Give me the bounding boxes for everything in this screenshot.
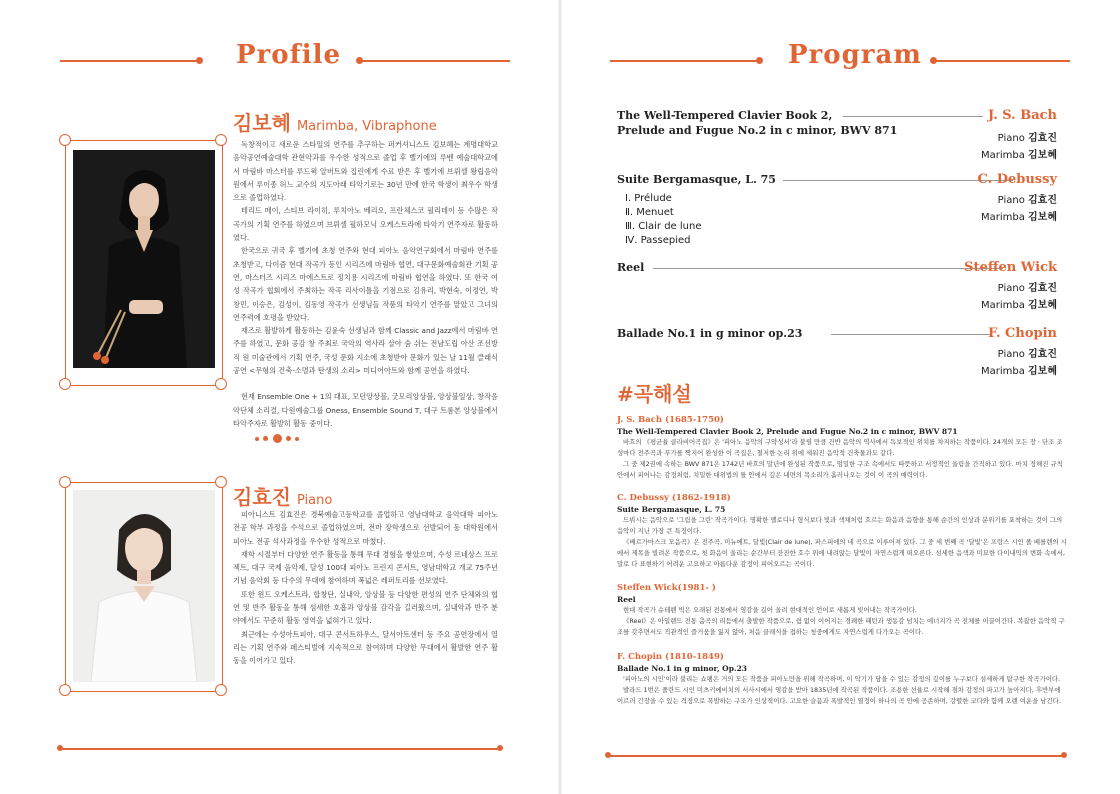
bio-paragraph: 재즈로 활발하게 활동하는 김윤숙 선생님과 함께 Classic and Jazz에서 마림바 연주를 하였고, 문화 공감 창 주최로 국악의 역사라 살아 숨 쉬는 전남도립 아산 조선방직 원 미술관에서 기획 연주, 국성 문화 지소에 초청받아 문화가 있는 날 11월 클래식 공연 <무형의 건축-소멸과 탄생의 소리> 미디어아트와 함께 공연을 하였다. <box>233 326 498 376</box>
note-body <box>617 515 1067 570</box>
title-line-right <box>360 60 510 62</box>
note-paragraph: 그 중 제2권에 속하는 BWV 871은 1742년 바흐의 말년에 완성된 작품으로, 엄밀한 구조 속에서도 따뜻하고 서정적인 울림을 간직하고 있다. 마치 정해진 규칙 안에서 피어나는 감정처럼, 치밀한 대위법의 틀 안에서 깊은 내면의 목소리가 흘러나오는 것이 이 곡의 매력이다. <box>617 460 1063 479</box>
program-note-bach <box>617 414 1067 481</box>
performer-instrument: Piano <box>997 195 1025 206</box>
program-piece-title <box>617 260 644 275</box>
profile-title-row <box>60 40 510 80</box>
note-body <box>617 605 1067 638</box>
title-dot-left <box>756 57 763 64</box>
performer-name-kim-hyojin <box>233 481 332 510</box>
performer-line <box>981 297 1057 314</box>
performer-name: 김효진 <box>1028 133 1057 144</box>
performer-line <box>981 192 1057 209</box>
bio-paragraph: 현재 Ensemble One + 1의 대표, 모던앙상블, 굿모리앙상블, 앙상블일상, 창작음악단체 소리결, 다원예술그룹 Oness, Ensemble Sound T, 대구 트롬본 앙상블에서 타악주자로 활발히 활동 중이다. <box>233 392 498 428</box>
note-paragraph: 《Reel》은 아일랜드 전통 춤곡의 리듬에서 출발한 작품으로, 쉼 없이 이어지는 경쾌한 패턴과 생동감 넘치는 에너지가 곡 전체를 이끌어간다. 복잡한 음악적 구조를 갖추면서도 직관적인 즐거움을 잃지 않아, 처음 클래식을 접하는 청중에게도 자연스럽게 다가오는 곡이다. <box>617 617 1065 636</box>
program-title-row <box>610 40 1070 80</box>
movement-item: Ⅱ. Menuet <box>625 207 674 218</box>
program-piece-title-line: The Well-Tempered Clavier Book 2, <box>617 109 833 122</box>
program-piece-title-line: Reel <box>617 261 645 274</box>
note-piece-title: Suite Bergamasque, L. 75 <box>617 505 726 514</box>
bottom-rule-dot <box>605 752 611 758</box>
program-composer: Steffen Wick <box>964 260 1057 275</box>
note-paragraph: 《베르가마스크 모음곡》은 전주곡, 미뉴에트, 달빛(Clair de lune), 파스피에의 네 곡으로 이루어져 있다. 그 중 세 번째 곡 '달빛'은 프랑스 시인 폴 베를렌의 시에서 제목을 빌려온 작품으로, 첫 화음이 울리는 순간부터 잔잔한 호수 위에 내려앉는 달빛이 자연스럽게 떠오른다. 섬세한 음색과 미묘한 다이내믹의 변화 속에서, 말로 다 표현하기 어려운 고요하고 아름다운 감정이 피어오르는 곡이다. <box>617 538 1067 568</box>
program-title: Program <box>788 40 922 70</box>
note-body <box>617 674 1067 707</box>
performer-bio-kim-bohye <box>233 138 498 430</box>
portrait-woman-black-dress-icon <box>73 150 215 368</box>
bottom-rule-dot <box>497 745 503 751</box>
program-item-wick <box>617 260 1057 316</box>
note-piece-title: Reel <box>617 595 636 604</box>
note-piece-title: Ballade No.1 in g minor, Op.23 <box>617 664 748 673</box>
note-composer-heading: J. S. Bach (1685-1750) <box>617 415 724 425</box>
performer-name: 김보혜 <box>1028 366 1057 377</box>
title-dot-left <box>196 57 203 64</box>
program-leader-line <box>843 116 983 117</box>
sep-dot <box>255 437 259 441</box>
bottom-rule-dot <box>1061 752 1067 758</box>
note-composer-heading: F. Chopin (1810-1849) <box>617 652 724 662</box>
program-performers <box>981 280 1057 314</box>
frame-corner <box>215 378 227 390</box>
performer-line <box>981 346 1057 363</box>
bio-paragraph: 피아니스트 김효진은 경북예술고등학교를 졸업하고 영남대학교 음악대학 피아노 전공 학부 과정을 수석으로 졸업하였으며, 전마 장학생으로 선발되어 동 대학원에서 피아노 전공 석사과정을 우수한 성적으로 마쳤다. <box>233 510 498 546</box>
performer-instrument: Marimba <box>980 212 1025 223</box>
performer-line <box>981 280 1057 297</box>
performer-name-text: 김보혜 <box>233 111 291 135</box>
note-composer-heading: C. Debussy (1862-1918) <box>617 493 731 503</box>
frame-corner <box>215 476 227 488</box>
bottom-rule-left <box>60 748 500 750</box>
program-piece-title <box>617 108 897 138</box>
note-body <box>617 437 1067 481</box>
bio-paragraph <box>233 377 498 390</box>
movement-item: Ⅲ. Clair de lune <box>625 221 702 232</box>
movement-item: Ⅰ. Prélude <box>625 193 672 204</box>
title-line-left <box>60 60 200 62</box>
performer-instrument: Marimba <box>980 366 1025 377</box>
program-piece-title <box>617 326 802 341</box>
performer-name: 김효진 <box>1028 349 1057 360</box>
frame-corner <box>215 134 227 146</box>
program-piece-title-line: Ballade No.1 in g minor op.23 <box>617 327 803 340</box>
profile-title: Profile <box>236 40 342 70</box>
performer-bio-kim-hyojin <box>233 508 498 668</box>
program-piece-title-line: Prelude and Fugue No.2 in c minor, BWV 871 <box>617 124 898 137</box>
bio-paragraph: 또한 윈드 오케스트라, 합창단, 실내악, 앙상블 등 다양한 편성의 연주 단체와의 협연 및 반주 활동을 통해 섬세한 호흡과 앙상블 감각을 길러왔으며, 실내악과 반주 분야에서도 꾸준히 활동 영역을 넓혀가고 있다. <box>233 589 498 626</box>
sep-dot <box>263 436 268 441</box>
performer-name: 김효진 <box>1028 283 1057 294</box>
program-note-wick <box>617 582 1067 638</box>
performer-line <box>981 147 1057 164</box>
portrait-photo-kim-bohye <box>73 150 215 368</box>
note-composer-heading: Steffen Wick(1981- ) <box>617 583 716 593</box>
movement-item: Ⅳ. Passepied <box>625 235 691 246</box>
sep-dot <box>295 437 299 441</box>
program-piece-title-line: Suite Bergamasque, L. 75 <box>617 173 776 186</box>
program-composer: C. Debussy <box>977 172 1057 187</box>
program-page <box>560 0 1120 794</box>
bottom-rule-dot <box>57 745 63 751</box>
portrait-woman-white-blouse-icon <box>73 490 215 682</box>
program-item-chopin <box>617 326 1057 382</box>
performer-instruments: Marimba, Vibraphone <box>296 119 437 134</box>
note-piece-title: The Well-Tempered Clavier Book 2, Prelude and Fugue No.2 in c minor, BWV 871 <box>617 427 958 436</box>
note-paragraph: 발라드 1번은 폴란드 시인 미츠키에비치의 서사시에서 영감을 받아 1835년에 작곡된 작품이다. 조용한 선율로 시작해 점차 감정의 파고가 높아지다, 후반부에 이르러 긴장을 수 있는 격정으로 폭발하는 구조가 인상적이다. 고요한 슬픔과 폭발적인 열정이 하나의 곡 안에 공존하며, 강렬한 코다와 함께 오랜 여운을 남긴다. <box>617 686 1061 705</box>
program-movements <box>625 192 702 248</box>
performer-line <box>981 209 1057 226</box>
frame-corner <box>59 378 71 390</box>
program-leader-line <box>831 334 991 335</box>
performer-instrument: Piano <box>997 283 1025 294</box>
program-performers <box>981 130 1057 164</box>
note-paragraph: 드뷔시는 음악으로 '그림을 그린' 작곡가이다. 명확한 멜로디나 형식보다 빛과 색채처럼 흐르는 화음과 음향을 통해 순간의 인상과 분위기를 포착하는 것이 그의 음악이 지닌 가장 큰 특징이다. <box>617 516 1063 535</box>
title-line-left <box>610 60 760 62</box>
bio-paragraph: 한국으로 귀국 후 벨기에 초청 연주와 현대 피아노 음악연구회에서 마림바 연주를 초청받고, 다이즘 현대 작곡가 동인 시리즈에 마림바 협연, 대구문화예술회관 기획 공연, 마스터즈 시리즈 마에스트로 정치용 시리즈에 마림바 협연을 하였다. 또 한국 여성 작곡가 협회에서 주최하는 작곡 리사이틀을 기점으로 김유리, 박현숙, 이정연, 박창민, 이승은, 김성이, 김동영 작곡가 선생님들 작품의 타악기 연주를 맡았고 그녀의 연주력에 호평을 받았다. <box>233 246 498 322</box>
sep-dot <box>273 434 282 443</box>
frame-corner <box>59 476 71 488</box>
performer-name-kim-bohye <box>233 107 437 136</box>
note-paragraph: '피아노의 시인'이라 불리는 쇼팽은 거의 모든 작품을 피아노만을 위해 작곡하며, 이 악기가 담을 수 있는 감정의 깊이를 누구보다 섬세하게 탐구한 작곡가이다. <box>623 675 1061 683</box>
performer-instrument: Piano <box>997 349 1025 360</box>
program-composer: J. S. Bach <box>988 108 1057 123</box>
bio-paragraph: 독창적이고 새로운 스타일의 연주를 추구하는 퍼커셔니스트 김보혜는 계명대학교 음악공연예술대학 관현악과를 우수한 성적으로 졸업 후 벨기에의 루벤 예술대학교에서 마림바 마스터를 루드윅 알버트와 집린에게 수료 받은 후 벨기에 브뤼셀 왕립음악원에서 루이종 허느 교수의 지도아래 타악기로는 30년 만에 한국 학생이 최우수 학생으로 졸업하였다. <box>233 140 498 203</box>
performer-instrument: Marimba <box>980 150 1025 161</box>
performer-name: 김보혜 <box>1028 212 1057 223</box>
program-performers <box>981 192 1057 226</box>
sep-dot <box>286 436 291 441</box>
program-performers <box>981 346 1057 380</box>
bottom-rule-right <box>608 755 1064 757</box>
program-note-debussy <box>617 492 1067 570</box>
program-leader-line <box>653 268 1003 269</box>
program-piece-title <box>617 172 776 187</box>
note-paragraph: 바흐의 《평균율 클라비어곡집》은 '피아노 음악의 구약성서'라 불릴 만큼 건반 음악의 역사에서 독보적인 위치를 차지하는 작품이다. 24개의 모든 장 · 단조 조성마다 전주곡과 푸가를 짝지어 완성한 이 곡집은, 철저한 논리 위에 세워진 음악적 건축물과도 같다. <box>617 438 1063 457</box>
performer-line <box>981 130 1057 147</box>
bio-paragraph: 최근에는 수성아트피아, 대구 콘서트하우스, 달서아트센터 등 주요 공연장에서 열리는 기획 연주와 페스티벌에 지속적으로 참여하며 다양한 무대에서 활발한 연주 활동을 이어가고 있다. <box>233 629 498 666</box>
frame-corner <box>59 684 71 696</box>
note-paragraph: 현대 작곡가 슈테펜 빅은 오래된 전통에서 영감을 길어 올려 현대적인 언어로 새롭게 빚어내는 작곡가이다. <box>623 606 917 614</box>
section-separator-dots <box>255 432 315 446</box>
program-item-debussy <box>617 172 1057 252</box>
title-line-right <box>934 60 1070 62</box>
performer-instrument: Marimba <box>980 300 1025 311</box>
performer-name: 김보혜 <box>1028 300 1057 311</box>
portrait-photo-kim-hyojin <box>73 490 215 682</box>
performer-name: 김효진 <box>1028 195 1057 206</box>
bio-paragraph: 재학 시절부터 다양한 연주 활동을 통해 무대 경험을 쌓았으며, 수성 르네상스 프로젝트, 대구 국제 음악제, 달성 100대 피아노 프린지 콘서트, 영남대학교 개교 75주년 기념 음악회 등 다수의 무대에 참여하며 폭넓은 레퍼토리를 선보였다. <box>233 549 498 586</box>
performer-instruments: Piano <box>296 493 333 508</box>
program-note-chopin <box>617 651 1067 707</box>
performer-name: 김보혜 <box>1028 150 1057 161</box>
performer-name-text: 김효진 <box>233 485 291 509</box>
frame-corner <box>215 684 227 696</box>
program-notes-title: #곡해설 <box>617 382 692 406</box>
performer-instrument: Piano <box>997 133 1025 144</box>
program-item-bach <box>617 108 1057 164</box>
bio-paragraph: 테리드 메이, 스티브 라이히, 루치아노 베리오, 프란체스코 필리데이 등 수많은 작곡가의 기획 연주를 하였으며 브뤼셀 필하모닉 오케스트라에 타악기 연주자로 활동하였다. <box>233 206 498 243</box>
frame-corner <box>59 134 71 146</box>
program-composer: F. Chopin <box>988 326 1057 341</box>
performer-line <box>981 363 1057 380</box>
